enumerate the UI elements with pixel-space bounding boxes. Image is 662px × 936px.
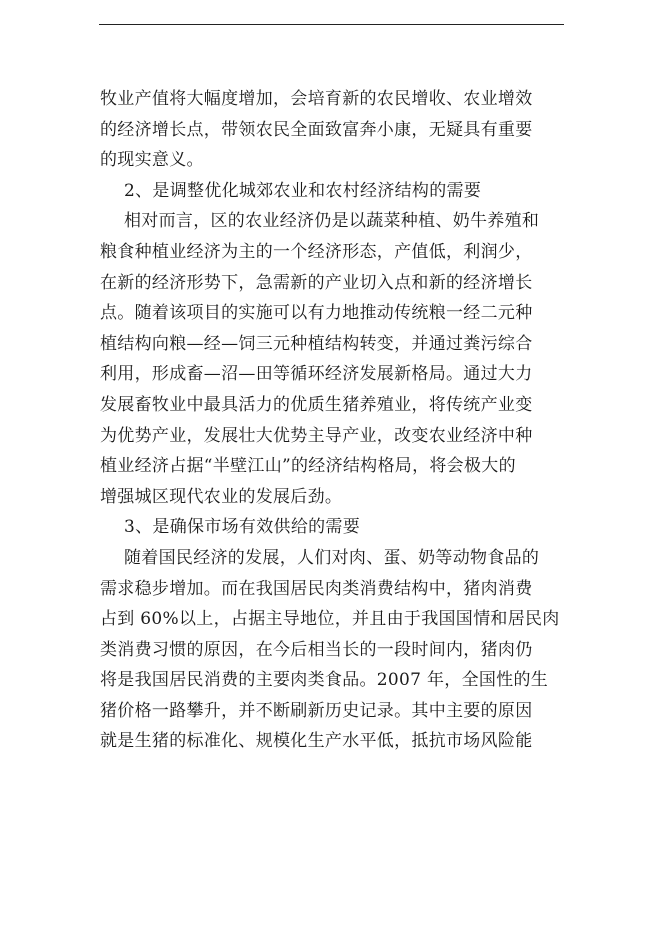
paragraph-start: 相对而言，区的农业经济仍是以蔬菜种植、奶牛养殖和 [124,211,540,232]
text-line: 在新的经济形势下，急需新的产业切入点和新的经济增长 [100,272,533,293]
section-heading-3: 3、是确保市场有效供给的需要 [124,517,361,538]
text-line: 类消费习惯的原因，在今后相当长的一段时间内，猪肉仍 [100,639,533,660]
text-line: 的现实意义。 [100,150,204,171]
text-line: 植业经济占据“半壁江山”的经济结构格局，将会极大的 [100,456,516,477]
text-line: 利用，形成畜—沼—田等循环经济发展新格局。通过大力 [100,364,533,385]
text-line: 就是生猪的标准化、规模化生产水平低，抵抗市场风险能 [100,731,533,752]
text-line: 占到 60%以上，占据主导地位，并且由于我国国情和居民肉 [100,609,560,630]
text-line: 牧业产值将大幅度增加，会培育新的农民增收、农业增效 [100,89,533,109]
text-line: 猪价格一路攀升，并不断刷新历史记录。其中主要的原因 [100,700,533,721]
text-line: 将是我国居民消费的主要肉类食品。2007 年，全国性的生 [100,670,549,691]
header-rule [99,24,564,25]
section-heading-2: 2、是调整优化城郊农业和农村经济结构的需要 [124,180,482,201]
document-body [100,84,566,757]
paragraph-start: 随着国民经济的发展，人们对肉、蛋、奶等动物食品的 [124,547,540,568]
text-line: 的经济增长点，带领农民全面致富奔小康，无疑具有重要 [100,119,533,140]
text-line: 增强城区现代农业的发展后劲。 [100,486,343,507]
text-line: 需求稳步增加。而在我国居民肉类消费结构中，猪肉消费 [100,578,533,599]
text-line: 点。随着该项目的实施可以有力地推动传统粮一经二元种 [100,303,533,324]
text-line: 植结构向粮—经—饲三元种植结构转变，并通过粪污综合 [100,333,533,354]
text-line: 为优势产业，发展壮大优势主导产业，改变农业经济中种 [100,425,533,446]
text-line: 发展畜牧业中最具活力的优质生猪养殖业，将传统产业变 [100,394,533,415]
text-line: 粮食种植业经济为主的一个经济形态，产值低，利润少， [100,241,533,262]
